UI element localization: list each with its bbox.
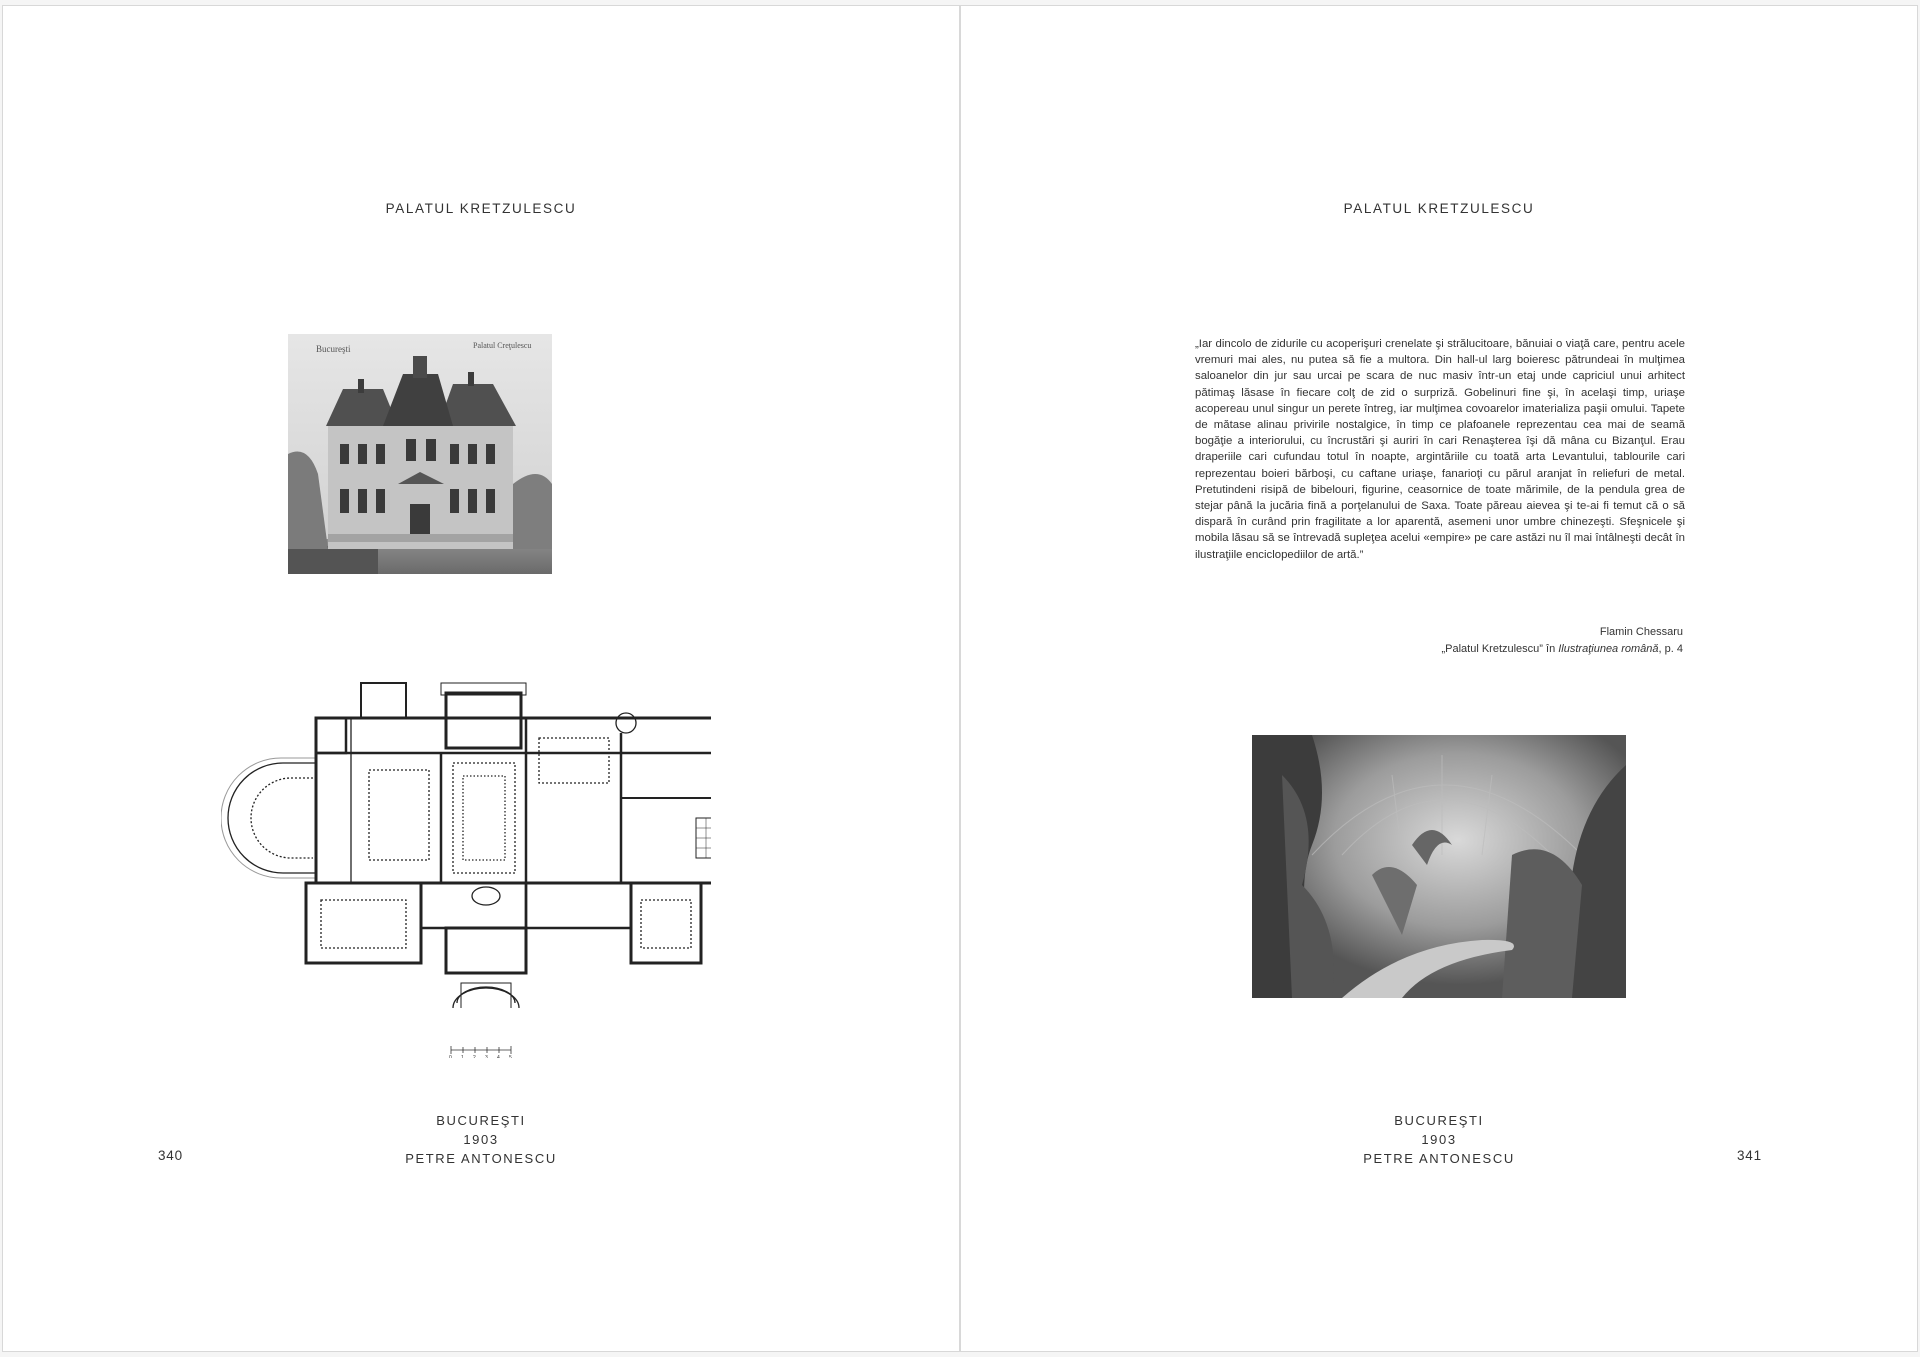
- scale-tick-5: 5: [509, 1055, 512, 1058]
- scale-tick-0: 0: [449, 1055, 452, 1058]
- page-number: 340: [158, 1148, 183, 1163]
- postcard-caption-left: Bucureşti: [316, 344, 351, 354]
- footer-year: 1903: [463, 1132, 499, 1147]
- left-page: [2, 5, 960, 1352]
- page-number: 341: [1737, 1148, 1762, 1163]
- footer-caption: [961, 1111, 1917, 1168]
- scale-tick-3: 3: [485, 1055, 488, 1058]
- footer-location: BUCUREŞTI: [436, 1113, 526, 1128]
- book-spread: [0, 5, 1920, 1352]
- scale-tick-2: 2: [473, 1055, 476, 1058]
- scale-tick-4: 4: [497, 1055, 500, 1058]
- running-title: PALATUL KRETZULESCU: [385, 201, 577, 216]
- palace-postcard-photo: [288, 334, 552, 574]
- postcard-caption-right: Palatul Creţulescu: [473, 341, 532, 350]
- quote-attribution: [1441, 624, 1683, 658]
- winter-garden-photo: [1252, 735, 1626, 998]
- quote-text: „Iar dincolo de zidurile cu acoperişuri crenelate şi strălucitoare, bănuiai o viaţă care, pentru acele vremuri mai ales, nu putea să fie a multora. Din hall-ul larg boieresc pătrundeai în mulţimea saloanelor din jur sau urcai pe scara de nuc masiv într-un etaj unde capriciul unui arhitect pătimaş lăsase în fiecare colţ de zid o surpriză. Gobelinuri fine şi, în acelaşi timp, uriaşe acopereau unul singur un perete întreg, iar mulţimea covoarelor imaterializa paşii omului. Tapete de mătase alinau privirile nostalgice, în timp ce plafoanele reprezentau cea mai de seamă bogăţie a interiorului, cu încrustări şi auriri în cari Renaşterea îşi dă mâna cu Bizanţul. Erau draperiile cari cufundau totul în noapte, argintăriile cu toată arta Levantului, tablourile cari reprezentau boieri bărboşi, cu caftane uriaşe, fanarioţi cu părul aranjat în reliefuri de metal. Pretutindeni risipă de bibelouri, figurine, ceasornice de toate mărimile, de la pendula grea de stejar până la jucăria fină a porţelanului de Saxa. Toate păreau aievea şi te-ai fi temut că o să dispară în curând prin fragilitate a lor aparentă, asemeni unor umbre chinezeşti. Sfeşnicele şi mobila lăsau să se întrevadă supleţea acelui «empire» pe care astăzi nu îl mai întâlneşti decât în ilustraţiile enciclopediilor de artă.”: [1195, 338, 1685, 561]
- footer-architect: PETRE ANTONESCU: [405, 1151, 557, 1166]
- scale-tick-1: 1: [461, 1055, 464, 1058]
- floor-plan-drawing: [221, 678, 711, 1058]
- source-title: Ilustraţiunea română: [1558, 643, 1659, 655]
- footer-location: BUCUREŞTI: [1394, 1113, 1484, 1128]
- running-title: PALATUL KRETZULESCU: [1343, 201, 1535, 216]
- footer-caption: [3, 1111, 959, 1168]
- quote-source: „Palatul Kretzulescu” în Ilustraţiunea română, p. 4: [1441, 643, 1683, 655]
- footer-year: 1903: [1421, 1132, 1457, 1147]
- right-page: [960, 5, 1918, 1352]
- footer-architect: PETRE ANTONESCU: [1363, 1151, 1515, 1166]
- quote-author: Flamin Chessaru: [1599, 626, 1683, 638]
